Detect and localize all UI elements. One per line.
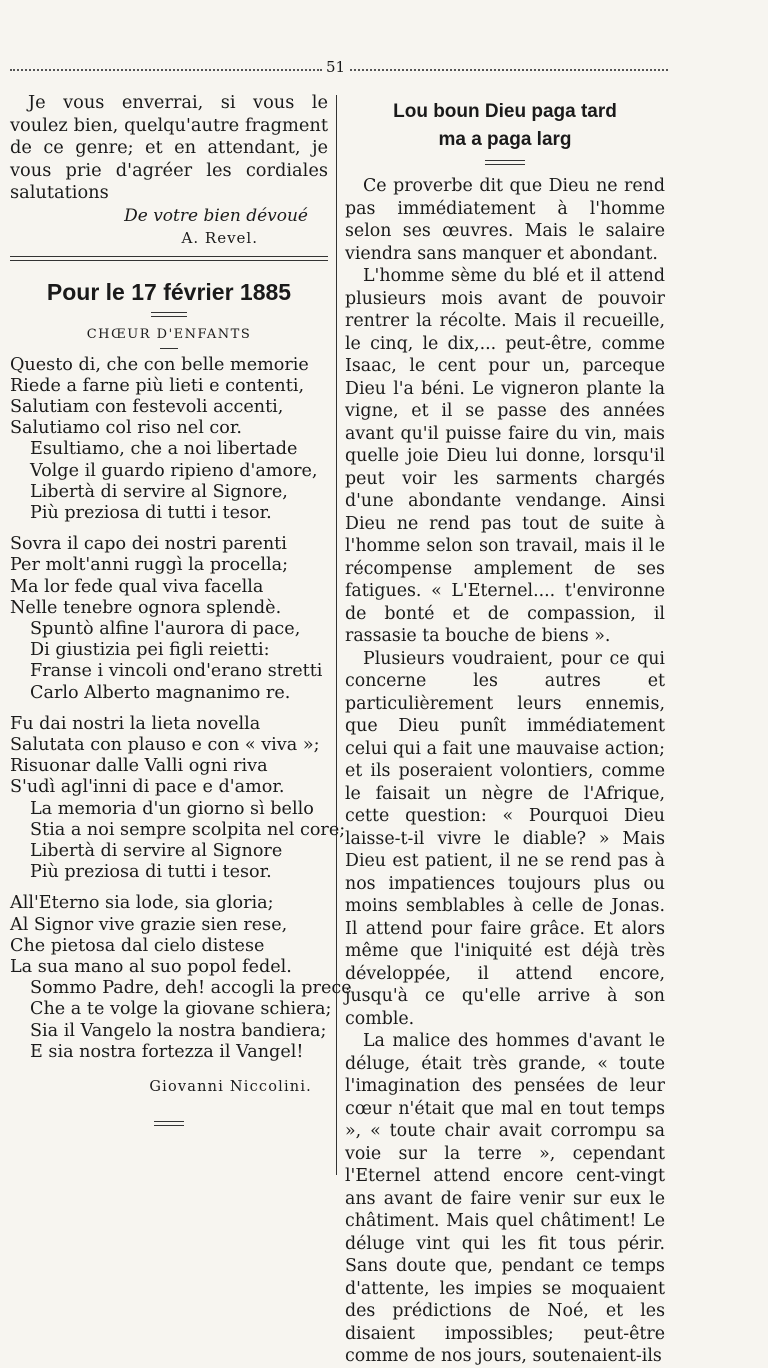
title-rule bbox=[151, 312, 187, 317]
letter-signature: A. Revel. bbox=[181, 228, 258, 247]
poem-line: La sua mano al suo popol fedel. bbox=[10, 956, 292, 977]
poem-line: Di giustizia pei figli reietti: bbox=[30, 640, 270, 661]
poem-line: Sommo Padre, deh! accogli la prece bbox=[30, 978, 352, 999]
header-rule-left bbox=[10, 69, 322, 71]
header-rule-right bbox=[350, 69, 668, 71]
page-header bbox=[0, 58, 768, 78]
article-paragraph-1: Ce proverbe dit que Dieu ne rend pas immédiatement à l'homme selon ses œuvres. Mais le salaire viendra sans manquer et abondant. bbox=[345, 176, 665, 264]
poem-line: Per molt'anni ruggì la procella; bbox=[10, 555, 289, 576]
poem-line: Esultiamo, che a noi libertade bbox=[30, 439, 298, 460]
poem-line: Ma lor fede qual viva facella bbox=[10, 576, 264, 597]
poem-stanza-3 bbox=[10, 713, 346, 884]
poem-line: All'Eterno sia lode, sia gloria; bbox=[10, 893, 274, 914]
poem-line: Nelle tenebre ognora splendè. bbox=[10, 597, 282, 618]
poem-line: Salutata con plauso e con « viva »; bbox=[10, 734, 320, 755]
column-divider bbox=[336, 95, 337, 1175]
right-column bbox=[345, 92, 665, 1368]
poem-author: Giovanni Niccolini. bbox=[149, 1079, 312, 1095]
poem-line: Volge il guardo ripieno d'amore, bbox=[30, 460, 318, 481]
poem-line: Stia a noi sempre scolpita nel core; bbox=[30, 819, 346, 840]
article-paragraph-4: La malice des hommes d'avant le déluge, était très grande, « toute l'imagination des pensées de leur cœur n'était que mal en tout temps », « toute chair avait corrompu sa voie sur la terre », cependant l'Eternel attend encore cent-vingt ans avant de faire venir sur eux le châtiment. Mais quel châtiment! Le déluge vint qui les fit tous périr. Sans doute que, pendant ce temps d'attente, les impies se moquaient des prédictions de Noé, et les disaient impossibles; peut-être comme de nos jours, soutenaient-ils bbox=[345, 1031, 665, 1366]
end-rule bbox=[154, 1121, 184, 1126]
poem-line: La memoria d'un giorno sì bello bbox=[30, 798, 314, 819]
poem-line: Che pietosa dal cielo distese bbox=[10, 935, 265, 956]
subtitle-rule bbox=[160, 348, 178, 349]
poem-stanza-4 bbox=[10, 893, 352, 1063]
poem-line: Franse i vincoli ond'erano stretti bbox=[30, 661, 323, 682]
poem-line: Al Signor vive grazie sien rese, bbox=[10, 914, 288, 935]
poem-line: Più preziosa di tutti i tesor. bbox=[30, 502, 272, 523]
poem-line: Risuonar dalle Valli ogni riva bbox=[10, 756, 268, 777]
poem-line: Salutiam con festevoli accenti, bbox=[10, 396, 284, 417]
poem-stanza-1 bbox=[10, 355, 328, 525]
article-paragraph-2: L'homme sème du blé et il attend plusieurs mois avant de pouvoir rentrer la récolte. Mais il recueille, le cinq, le dix,... peut-être, comme Isaac, le cent pour un, parceque Dieu l'a béni. Le vigneron plante la vigne, et il se passe des années avant qu'il puisse faire du vin, mais quelle joie Dieu lui donne, lorsqu'il peut voir les sarments chargés d'une abondante vendange. Ainsi Dieu ne rend pas tout de suite à l'homme selon son travail, mais il le récompense amplement de ses fatigues. « L'Eternel.... t'environne de bonté et de compassion, il rassasie ta bouche de biens ». bbox=[345, 266, 665, 646]
poem-line: Libertà di servire al Signore, bbox=[30, 481, 288, 502]
poem-line: Sia il Vangelo la nostra bandiera; bbox=[30, 1020, 327, 1041]
section-divider bbox=[10, 256, 328, 261]
poem-line: Carlo Alberto magnanimo re. bbox=[30, 682, 291, 703]
article-paragraph-3: Plusieurs voudraient, pour ce qui concerne les autres et particulièrement leurs ennemis, que Dieu punît immédiatement celui qui a fait une mauvaise action; et ils poseraient volontiers, comme le faisait un nègre de l'Afrique, cette question: « Pourquoi Dieu laisse-t-il vivre le diable? » Mais Dieu est patient, il ne se rend pas à nos impatiences toujours plus ou moins semblables à celle de Jonas. Il attend pour faire grâce. Et alors même que l'iniquité est déjà très développée, il attend encore, jusqu'à ce qu'elle arrive à son comble. bbox=[345, 648, 665, 1029]
letter-closing: De votre bien dévoué bbox=[124, 205, 308, 226]
poem-line: Fu dai nostri la lieta novella bbox=[10, 713, 261, 734]
poem-line: Riede a farne più lieti e contenti, bbox=[10, 375, 305, 396]
poem-line: Libertà di servire al Signore bbox=[30, 840, 283, 861]
left-column bbox=[10, 92, 352, 1126]
poem-line: Più preziosa di tutti i tesor. bbox=[30, 862, 272, 883]
article-title-line-2: ma a paga larg bbox=[438, 129, 572, 150]
poem-line: Questo di, che con belle memorie bbox=[10, 354, 309, 375]
poem-line: Spuntò alfine l'aurora di pace, bbox=[30, 618, 301, 639]
poem-line: E sia nostra fortezza il Vangel! bbox=[30, 1041, 304, 1062]
article-title-line-1: Lou boun Dieu paga tard bbox=[393, 101, 617, 122]
letter-closing-paragraph: Je vous enverrai, si vous le voulez bien, quelqu'autre fragment de ce genre; et en attendant, je vous prie d'agréer les cordiales salutations bbox=[10, 92, 328, 203]
page-number: 51 bbox=[326, 58, 346, 76]
poem-line: Sovra il capo dei nostri parenti bbox=[10, 534, 287, 555]
article-title-rule bbox=[485, 160, 525, 165]
poem-line: Che a te volge la giovane schiera; bbox=[30, 999, 332, 1020]
poem-subtitle: CHŒUR D'ENFANTS bbox=[86, 326, 252, 342]
article-title bbox=[345, 98, 665, 154]
poem-line: S'udì agl'inni di pace e d'amor. bbox=[10, 777, 285, 798]
poem-title: Pour le 17 février 1885 bbox=[46, 278, 292, 305]
poem-line: Salutiamo col riso nel cor. bbox=[10, 418, 242, 439]
poem-stanza-2 bbox=[10, 534, 328, 704]
